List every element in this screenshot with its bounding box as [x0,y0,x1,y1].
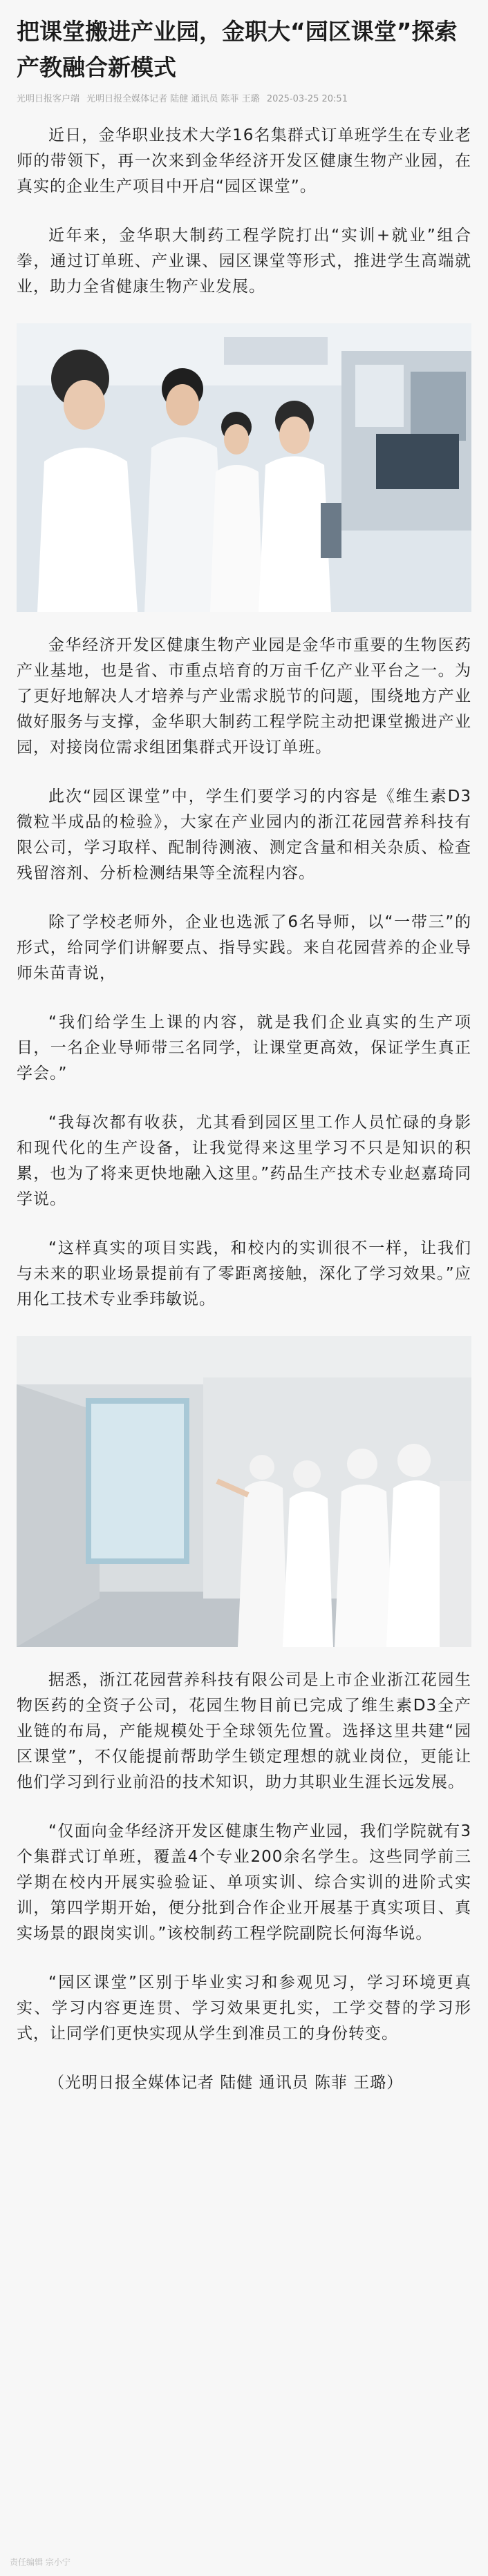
paragraph-10: “仅面向金华经济开发区健康生物产业园，我们学院就有3个集群式订单班，覆盖4个专业200余名学生。这些同学前三学期在校内开展实验验证、单项实训、综合实训的进阶式实训，第四学期开始，便分批到合作企业开展基于真实项目、真实场景的跟岗实训。”该校制药工程学院副院长何海华说。 [17,1822,471,1943]
paragraph-5: 除了学校老师外，企业也选派了6名导师，以“一带三”的形式，给同学们讲解要点、指导实践。来自花园营养的企业导师朱苗青说， [17,913,471,982]
paragraph-2: 近年来，金华职大制药工程学院打出“实训+就业”组合拳，通过订单班、产业课、园区课堂等形式，推进学生高端就业，助力全省健康生物产业发展。 [17,227,471,296]
paragraph-3: 金华经济开发区健康生物产业园是金华市重要的生物医药产业基地，也是省、市重点培育的万亩千亿产业平台之一。为了更好地解决人才培养与产业需求脱节的问题，围绕地方产业做好服务与支撑，金华职大制药工程学院主动把课堂搬进产业园，对接岗位需求组团集群式开设订单班。 [17,636,471,756]
lab-students-photo [17,323,471,612]
paragraph-6: “我们给学生上课的内容，就是我们企业真实的生产项目，一名企业导师带三名同学，让课堂更高效，保证学生真正学会。” [17,1013,471,1082]
meta-authors: 光明日报全媒体记者 陆健 通讯员 陈菲 王璐 [86,94,260,104]
article-title: 把课堂搬进产业园，金职大“园区课堂”探索产教融合新模式 [17,18,458,81]
meta-date: 2025-03-25 20:51 [266,94,348,104]
meta-source: 光明日报客户端 [17,94,80,104]
paragraph-4: 此次“园区课堂”中，学生们要学习的内容是《维生素D3微粒半成品的检验》，大家在产业园内的浙江花园营养科技有限公司，学习取样、配制待测液、测定含量和相关杂质、检查残留溶剂、分析检测结果等全流程内容。 [17,788,471,882]
reporter-credit: （光明日报全媒体记者 陆健 通讯员 陈菲 王璐） [48,2074,404,2092]
paragraph-8: “这样真实的项目实践，和校内的实训很不一样，让我们与未来的职业场景提前有了零距离接触，深化了学习效果。”应用化工技术专业季玮敏说。 [17,1239,471,1308]
article-meta [0,86,488,106]
paragraph-9: 据悉，浙江花园营养科技有限公司是上市企业浙江花园生物医药的全资子公司，花园生物目前已完成了维生素D3全产业链的布局，产能规模处于全球领先位置。选择这里共建“园区课堂”，不仅能提前帮助学生锁定理想的就业岗位，更能让他们学习到行业前沿的技术知识，助力其职业生涯长远发展。 [17,1671,471,1791]
corridor-tour-photo [17,1336,471,1647]
paragraph-7: “我每次都有收获，尤其看到园区里工作人员忙碌的身影和现代化的生产设备，让我觉得来这里学习不只是知识的积累，也为了将来更快地融入这里。”药品生产技术专业赵嘉琦同学说。 [17,1114,471,1208]
paragraph-11: “园区课堂”区别于毕业实习和参观见习，学习环境更真实、学习内容更连贯、学习效果更扎实，工学交替的学习形式，让同学们更快实现从学生到准员工的身份转变。 [17,1974,471,2043]
editor-credit: 责任编辑 宗小宁 [10,2557,71,2567]
article-body [0,106,488,2096]
paragraph-1: 近日，金华职业技术大学16名集群式订单班学生在专业老师的带领下，再一次来到金华经济开发区健康生物产业园，在真实的企业生产项目中开启“园区课堂”。 [17,126,471,195]
